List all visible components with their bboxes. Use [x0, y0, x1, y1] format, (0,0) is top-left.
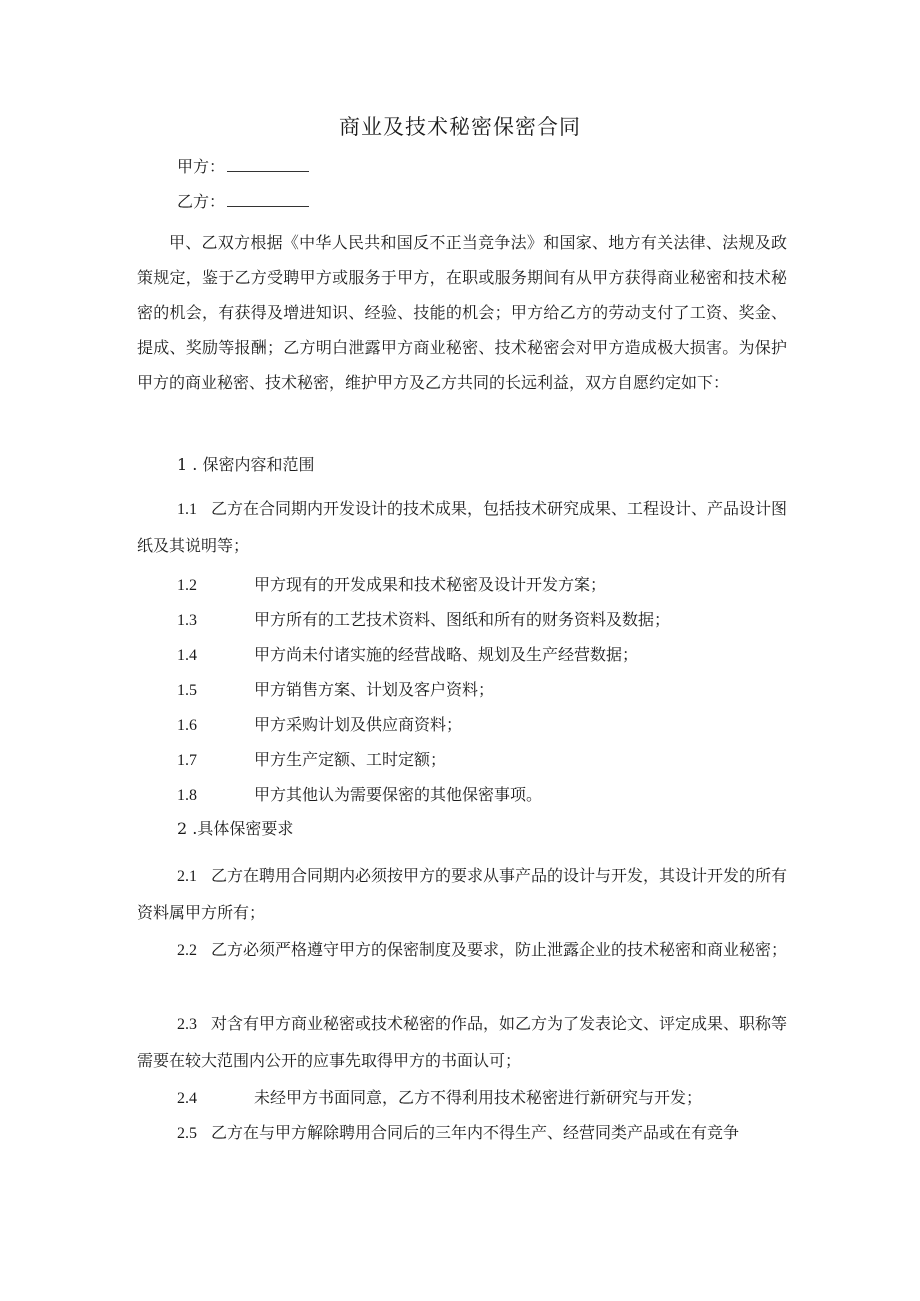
- clause-1-6: [177, 713, 787, 738]
- clause-number: 1.8: [177, 787, 197, 804]
- clause-1-5: [177, 678, 787, 703]
- clause-number: 2.4: [177, 1090, 197, 1107]
- clause-number: 2.1: [177, 868, 197, 885]
- clause-1-3: [177, 608, 787, 633]
- clause-2-5: [177, 1121, 827, 1146]
- clause-text: 乙方必须严格遵守甲方的保密制度及要求，防止泄露企业的技术秘密和商业秘密；: [211, 940, 788, 959]
- clause-text: 甲方采购计划及供应商资料；: [254, 715, 463, 734]
- clause-text: 乙方在与甲方解除聘用合同后的三年内不得生产、经营同类产品或在有竞争: [211, 1123, 740, 1142]
- party-a-line: [177, 155, 309, 179]
- clause-text: 乙方在合同期内开发设计的技术成果，包括技术研究成果、工程设计、产品设计图纸及其说明等；: [137, 499, 788, 555]
- clause-1-1: [137, 491, 787, 564]
- intro-paragraph: 甲、乙双方根据《中华人民共和国反不正当竞争法》和国家、地方有关法律、法规及政策规定，鉴于乙方受聘甲方或服务于甲方，在职或服务期间有从甲方获得商业秘密和技术秘密的机会，有获得及增进知识、经验、技能的机会；甲方给乙方的劳动支付了工资、奖金、提成、奖励等报酬；乙方明白泄露甲方商业秘密、技术秘密会对甲方造成极大损害。为保护甲方的商业秘密、技术秘密，维护甲方及乙方共同的长远利益，双方自愿约定如下：: [137, 233, 787, 392]
- clause-number: 1.3: [177, 612, 197, 629]
- clause-text: 甲方所有的工艺技术资料、图纸和所有的财务资料及数据；: [254, 610, 671, 629]
- clause-number: 2.5: [177, 1125, 197, 1142]
- clause-text: 甲方生产定额、工时定额；: [254, 750, 447, 769]
- party-b-blank: [227, 192, 309, 207]
- clause-text: 甲方销售方案、计划及客户资料；: [254, 680, 495, 699]
- clause-number: 2.3: [177, 1016, 197, 1033]
- clause-1-2: [177, 573, 787, 598]
- clause-text: 甲方现有的开发成果和技术秘密及设计开发方案；: [254, 575, 607, 594]
- party-a-label: 甲方：: [177, 157, 226, 176]
- clause-number: 2.2: [177, 942, 197, 959]
- clause-text: 甲方其他认为需要保密的其他保密事项。: [254, 785, 543, 804]
- clause-text: 甲方尚未付诸实施的经营战略、规划及生产经营数据；: [254, 645, 639, 664]
- clause-text: 乙方在聘用合同期内必须按甲方的要求从事产品的设计与开发，其设计开发的所有资料属甲方所有；: [137, 866, 788, 922]
- clause-number: 1.4: [177, 647, 197, 664]
- clause-text: 未经甲方书面同意，乙方不得利用技术秘密进行新研究与开发；: [254, 1088, 703, 1107]
- section-1-heading: 1 . 保密内容和范围: [177, 455, 315, 474]
- party-b-line: [177, 190, 309, 214]
- clause-1-7: [177, 748, 787, 773]
- clause-1-4: [177, 643, 787, 668]
- party-b-label: 乙方：: [177, 192, 226, 211]
- clause-number: 1.2: [177, 577, 197, 594]
- document-title: 商业及技术秘密保密合同: [339, 115, 581, 139]
- clause-number: 1.6: [177, 717, 197, 734]
- clause-2-1: [137, 858, 787, 931]
- clause-2-2: [137, 932, 787, 969]
- clause-2-3: [137, 1006, 787, 1079]
- party-a-blank: [227, 157, 309, 172]
- clause-number: 1.7: [177, 752, 197, 769]
- clause-1-8: [177, 783, 787, 808]
- clause-number: 1.1: [177, 501, 197, 518]
- section-2-heading: 2 .具体保密要求: [177, 819, 294, 838]
- clause-2-4: [177, 1086, 827, 1111]
- clause-text: 对含有甲方商业秘密或技术秘密的作品，如乙方为了发表论文、评定成果、职称等需要在较大范围内公开的应事先取得甲方的书面认可；: [137, 1014, 788, 1070]
- clause-number: 1.5: [177, 682, 197, 699]
